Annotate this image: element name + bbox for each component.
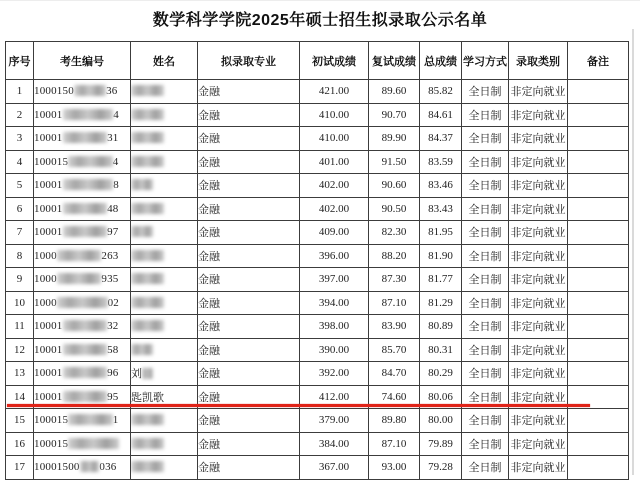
cell-remark [568, 315, 629, 339]
candidate-id-suffix: 4 [112, 155, 119, 168]
candidate-id-prefix: 10001 [34, 343, 63, 356]
cell-study-mode: 全日制 [462, 409, 509, 433]
page-edge-line [632, 29, 634, 475]
redaction-blur [131, 414, 164, 425]
table-row [6, 197, 629, 221]
cell-candidate-id [34, 127, 131, 151]
candidate-id-suffix: 32 [107, 320, 119, 333]
cell-retest-score: 74.60 [369, 385, 420, 409]
cell-initial-score: 384.00 [300, 432, 369, 456]
cell-row-number: 11 [6, 315, 34, 339]
cell-name [131, 268, 198, 292]
candidate-id-suffix: 48 [107, 202, 119, 215]
cell-name [131, 338, 198, 362]
candidate-id-prefix: 10001 [34, 320, 63, 333]
cell-remark [568, 197, 629, 221]
candidate-id-prefix: 1000 [34, 273, 57, 286]
cell-name [131, 197, 198, 221]
cell-retest-score: 87.30 [369, 268, 420, 292]
cell-total-score: 80.06 [420, 385, 462, 409]
table-row [6, 338, 629, 362]
cell-study-mode: 全日制 [462, 315, 509, 339]
cell-retest-score: 85.70 [369, 338, 420, 362]
cell-initial-score: 401.00 [300, 150, 369, 174]
header-cell-name: 姓名 [131, 42, 198, 80]
cell-row-number: 10 [6, 291, 34, 315]
cell-initial-score: 409.00 [300, 221, 369, 245]
candidate-id-suffix: 02 [107, 296, 120, 309]
cell-major: 金融 [198, 291, 300, 315]
cell-major: 金融 [198, 409, 300, 433]
redaction-blur [74, 85, 106, 96]
cell-initial-score: 397.00 [300, 268, 369, 292]
cell-remark [568, 432, 629, 456]
cell-study-mode: 全日制 [462, 197, 509, 221]
cell-initial-score: 402.00 [300, 197, 369, 221]
redaction-blur [131, 179, 153, 190]
candidate-id-suffix: 8 [113, 179, 119, 192]
redaction-blur [63, 132, 108, 143]
cell-name [131, 362, 198, 386]
cell-name [131, 221, 198, 245]
cell-initial-score: 390.00 [300, 338, 369, 362]
cell-total-score: 81.95 [420, 221, 462, 245]
cell-major: 金融 [198, 244, 300, 268]
cell-admission-category: 非定向就业 [509, 80, 568, 104]
cell-row-number: 14 [6, 385, 34, 409]
cell-initial-score: 398.00 [300, 315, 369, 339]
cell-row-number: 5 [6, 174, 34, 198]
cell-candidate-id [34, 456, 131, 480]
cell-study-mode: 全日制 [462, 456, 509, 480]
table-row [6, 268, 629, 292]
cell-retest-score: 82.30 [369, 221, 420, 245]
candidate-id-suffix: 263 [101, 249, 119, 262]
cell-major: 金融 [198, 268, 300, 292]
cell-initial-score: 394.00 [300, 291, 369, 315]
table-row [6, 409, 629, 433]
cell-remark [568, 268, 629, 292]
cell-initial-score: 379.00 [300, 409, 369, 433]
cell-remark [568, 174, 629, 198]
candidate-id-suffix: 58 [107, 343, 119, 356]
cell-study-mode: 全日制 [462, 221, 509, 245]
cell-admission-category: 非定向就业 [509, 409, 568, 433]
candidate-id-suffix: 36 [106, 85, 118, 98]
cell-candidate-id [34, 221, 131, 245]
name-visible-text: 刘 [131, 368, 142, 381]
redaction-blur [142, 368, 153, 379]
cell-total-score: 85.82 [420, 80, 462, 104]
cell-row-number: 9 [6, 268, 34, 292]
candidate-id-prefix: 1000150 [34, 85, 74, 98]
cell-admission-category: 非定向就业 [509, 291, 568, 315]
redaction-blur [131, 461, 164, 472]
candidate-id-prefix: 10001 [34, 226, 63, 239]
cell-initial-score: 410.00 [300, 103, 369, 127]
redaction-blur [131, 320, 164, 331]
redaction-blur [57, 297, 108, 308]
cell-admission-category: 非定向就业 [509, 244, 568, 268]
header-cell-id: 考生编号 [34, 42, 131, 80]
redaction-blur [131, 344, 153, 355]
cell-study-mode: 全日制 [462, 291, 509, 315]
cell-remark [568, 103, 629, 127]
cell-major: 金融 [198, 103, 300, 127]
cell-admission-category: 非定向就业 [509, 268, 568, 292]
cell-major: 金融 [198, 150, 300, 174]
cell-study-mode: 全日制 [462, 432, 509, 456]
cell-candidate-id [34, 432, 131, 456]
cell-remark [568, 291, 629, 315]
cell-total-score: 80.31 [420, 338, 462, 362]
cell-retest-score: 89.60 [369, 80, 420, 104]
cell-retest-score: 89.80 [369, 409, 420, 433]
redaction-blur [63, 367, 108, 378]
cell-retest-score: 93.00 [369, 456, 420, 480]
header-cell-retest: 复试成绩 [369, 42, 420, 80]
cell-row-number: 17 [6, 456, 34, 480]
cell-major: 金融 [198, 456, 300, 480]
cell-row-number: 2 [6, 103, 34, 127]
redaction-blur [80, 461, 100, 472]
redaction-blur [131, 132, 164, 143]
cell-row-number: 3 [6, 127, 34, 151]
cell-total-score: 83.46 [420, 174, 462, 198]
candidate-id-prefix: 1000 [34, 296, 57, 309]
cell-candidate-id [34, 150, 131, 174]
cell-admission-category: 非定向就业 [509, 127, 568, 151]
candidate-id-suffix: 96 [107, 367, 119, 380]
cell-candidate-id [34, 174, 131, 198]
table-row [6, 315, 629, 339]
redaction-blur [57, 250, 102, 261]
cell-remark [568, 362, 629, 386]
cell-retest-score: 84.70 [369, 362, 420, 386]
candidate-id-suffix: 935 [101, 273, 119, 286]
cell-candidate-id [34, 268, 131, 292]
table-row [6, 150, 629, 174]
redaction-blur [63, 320, 108, 331]
cell-major: 金融 [198, 80, 300, 104]
cell-study-mode: 全日制 [462, 127, 509, 151]
cell-candidate-id [34, 103, 131, 127]
redaction-blur [131, 203, 164, 214]
cell-name [131, 174, 198, 198]
cell-total-score: 83.59 [420, 150, 462, 174]
cell-admission-category: 非定向就业 [509, 362, 568, 386]
cell-name [131, 80, 198, 104]
cell-candidate-id [34, 315, 131, 339]
cell-remark [568, 127, 629, 151]
cell-name [131, 291, 198, 315]
cell-name [131, 409, 198, 433]
table-row [6, 362, 629, 386]
cell-row-number: 1 [6, 80, 34, 104]
redaction-blur [68, 438, 119, 449]
header-cell-major: 拟录取专业 [198, 42, 300, 80]
table-row [6, 174, 629, 198]
header-cell-category: 录取类别 [509, 42, 568, 80]
cell-candidate-id [34, 338, 131, 362]
table-row [6, 80, 629, 104]
cell-total-score: 79.28 [420, 456, 462, 480]
cell-study-mode: 全日制 [462, 338, 509, 362]
table-row [6, 291, 629, 315]
cell-retest-score: 88.20 [369, 244, 420, 268]
cell-major: 金融 [198, 315, 300, 339]
redaction-blur [131, 297, 164, 308]
cell-admission-category: 非定向就业 [509, 221, 568, 245]
cell-candidate-id [34, 244, 131, 268]
redaction-blur [63, 179, 114, 190]
cell-major: 金融 [198, 127, 300, 151]
candidate-id-prefix: 1000 [34, 249, 57, 262]
candidate-id-suffix: 97 [107, 226, 119, 239]
cell-total-score: 83.43 [420, 197, 462, 221]
table-header-row [6, 42, 629, 80]
cell-row-number: 15 [6, 409, 34, 433]
redaction-blur [131, 85, 164, 96]
cell-remark [568, 409, 629, 433]
cell-major: 金融 [198, 385, 300, 409]
cell-remark [568, 244, 629, 268]
redaction-blur [131, 226, 153, 237]
table-row [6, 103, 629, 127]
cell-remark [568, 456, 629, 480]
cell-major: 金融 [198, 432, 300, 456]
cell-admission-category: 非定向就业 [509, 338, 568, 362]
cell-retest-score: 90.60 [369, 174, 420, 198]
cell-study-mode: 全日制 [462, 385, 509, 409]
cell-row-number: 8 [6, 244, 34, 268]
cell-admission-category: 非定向就业 [509, 385, 568, 409]
candidate-id-suffix: 036 [99, 461, 117, 474]
table-row [6, 432, 629, 456]
redaction-blur [131, 250, 164, 261]
cell-initial-score: 392.00 [300, 362, 369, 386]
cell-candidate-id [34, 291, 131, 315]
cell-initial-score: 396.00 [300, 244, 369, 268]
cell-retest-score: 90.50 [369, 197, 420, 221]
cell-retest-score: 89.90 [369, 127, 420, 151]
table-row [6, 221, 629, 245]
cell-study-mode: 全日制 [462, 103, 509, 127]
header-cell-initial: 初试成绩 [300, 42, 369, 80]
header-cell-mode: 学习方式 [462, 42, 509, 80]
cell-total-score: 81.29 [420, 291, 462, 315]
cell-name [131, 432, 198, 456]
cell-major: 金融 [198, 338, 300, 362]
candidate-id-prefix: 100015 [34, 437, 69, 450]
candidate-id-prefix: 10001 [34, 367, 63, 380]
cell-retest-score: 90.70 [369, 103, 420, 127]
cell-major: 金融 [198, 221, 300, 245]
redaction-blur [57, 273, 102, 284]
highlight-underline [7, 404, 590, 407]
cell-row-number: 6 [6, 197, 34, 221]
cell-total-score: 81.77 [420, 268, 462, 292]
cell-study-mode: 全日制 [462, 244, 509, 268]
cell-initial-score: 367.00 [300, 456, 369, 480]
cell-candidate-id [34, 362, 131, 386]
cell-name [131, 150, 198, 174]
redaction-blur [68, 414, 113, 425]
cell-total-score: 80.00 [420, 409, 462, 433]
redaction-blur [63, 344, 108, 355]
cell-initial-score: 410.00 [300, 127, 369, 151]
cell-admission-category: 非定向就业 [509, 174, 568, 198]
redaction-blur [68, 156, 113, 167]
cell-total-score: 81.90 [420, 244, 462, 268]
cell-candidate-id [34, 409, 131, 433]
cell-name [131, 315, 198, 339]
redaction-blur [131, 273, 164, 284]
cell-retest-score: 87.10 [369, 432, 420, 456]
cell-major: 金融 [198, 362, 300, 386]
cell-row-number: 7 [6, 221, 34, 245]
redaction-blur [131, 156, 164, 167]
cell-initial-score: 421.00 [300, 80, 369, 104]
cell-admission-category: 非定向就业 [509, 315, 568, 339]
candidate-id-prefix: 10001 [34, 202, 63, 215]
table-row [6, 244, 629, 268]
candidate-id-prefix: 10001 [34, 390, 63, 403]
candidate-id-prefix: 100015 [34, 414, 69, 427]
cell-name [131, 244, 198, 268]
cell-total-score: 80.89 [420, 315, 462, 339]
redaction-blur [63, 391, 108, 402]
cell-retest-score: 87.10 [369, 291, 420, 315]
cell-initial-score: 402.00 [300, 174, 369, 198]
header-cell-total: 总成绩 [420, 42, 462, 80]
cell-admission-category: 非定向就业 [509, 150, 568, 174]
cell-admission-category: 非定向就业 [509, 103, 568, 127]
candidate-id-suffix: 31 [107, 132, 119, 145]
cell-name [131, 127, 198, 151]
cell-initial-score: 412.00 [300, 385, 369, 409]
cell-total-score: 84.61 [420, 103, 462, 127]
candidate-id-prefix: 10001500 [34, 461, 80, 474]
cell-remark [568, 338, 629, 362]
cell-row-number: 13 [6, 362, 34, 386]
table-row [6, 456, 629, 480]
cell-total-score: 84.37 [420, 127, 462, 151]
cell-row-number: 12 [6, 338, 34, 362]
candidate-id-suffix: 1 [112, 414, 119, 427]
admission-table [5, 41, 629, 480]
cell-total-score: 80.29 [420, 362, 462, 386]
redaction-blur [131, 109, 164, 120]
page-title: 数学科学学院2025年硕士招生拟录取公示名单 [152, 12, 488, 29]
cell-admission-category: 非定向就业 [509, 456, 568, 480]
cell-remark [568, 80, 629, 104]
cell-total-score: 79.89 [420, 432, 462, 456]
redaction-blur [63, 203, 108, 214]
redaction-blur [63, 226, 108, 237]
cell-admission-category: 非定向就业 [509, 432, 568, 456]
header-cell-remark: 备注 [568, 42, 629, 80]
cell-row-number: 16 [6, 432, 34, 456]
cell-admission-category: 非定向就业 [509, 197, 568, 221]
cell-row-number: 4 [6, 150, 34, 174]
cell-remark [568, 221, 629, 245]
cell-retest-score: 83.90 [369, 315, 420, 339]
redaction-blur [63, 109, 114, 120]
candidate-id-prefix: 10001 [34, 132, 63, 145]
table-row [6, 127, 629, 151]
cell-study-mode: 全日制 [462, 174, 509, 198]
cell-name [131, 456, 198, 480]
cell-major: 金融 [198, 197, 300, 221]
redaction-blur [131, 438, 164, 449]
cell-candidate-id [34, 80, 131, 104]
cell-study-mode: 全日制 [462, 80, 509, 104]
candidate-id-prefix: 100015 [34, 155, 69, 168]
cell-name [131, 103, 198, 127]
cell-study-mode: 全日制 [462, 150, 509, 174]
cell-study-mode: 全日制 [462, 268, 509, 292]
cell-study-mode: 全日制 [462, 362, 509, 386]
candidate-id-suffix: 95 [107, 390, 119, 403]
name-visible-text: 匙凯歌 [131, 391, 164, 404]
candidate-id-prefix: 10001 [34, 179, 63, 192]
candidate-id-suffix: 4 [113, 108, 119, 121]
cell-major: 金融 [198, 174, 300, 198]
header-cell-index: 序号 [6, 42, 34, 80]
cell-remark [568, 150, 629, 174]
cell-retest-score: 91.50 [369, 150, 420, 174]
cell-candidate-id [34, 197, 131, 221]
candidate-id-prefix: 10001 [34, 108, 63, 121]
